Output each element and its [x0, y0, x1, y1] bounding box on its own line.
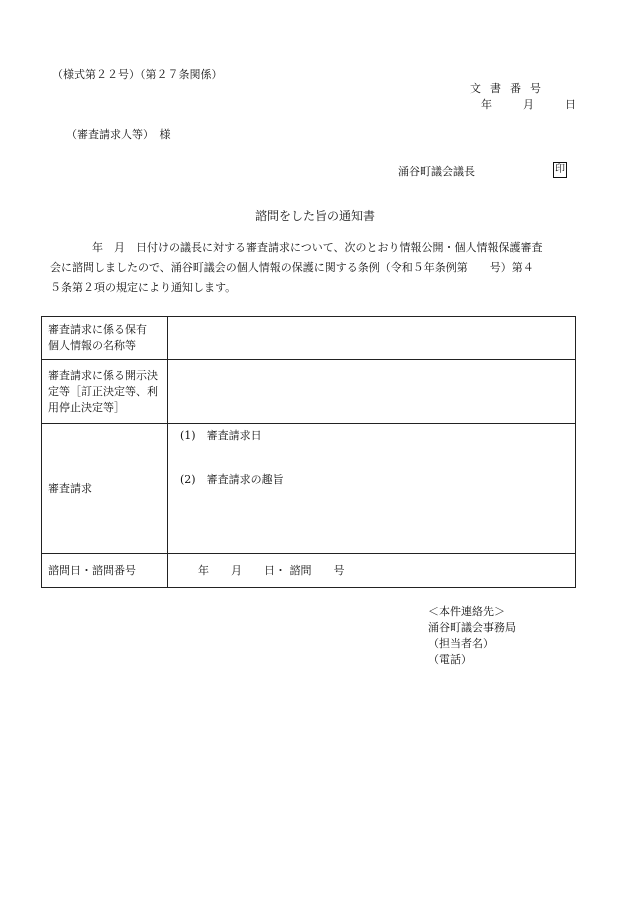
sender-title: 涌谷町議会議長	[398, 165, 475, 178]
row-label-inquiry: 諮問日・諮問番号	[42, 554, 168, 588]
contact-office: 涌谷町議会事務局	[428, 621, 516, 634]
row-value-request	[168, 424, 576, 554]
seal-stamp: 印	[553, 162, 567, 178]
document-date	[481, 96, 576, 112]
table-row	[42, 360, 576, 424]
date-month: 月	[523, 98, 534, 111]
addressee: （審査請求人等） 様	[66, 128, 171, 141]
body-line-1: 年 月 日付けの議長に対する審査請求について、次のとおり情報公開・個人情報保護審査	[92, 241, 543, 254]
row-label-request: 審査請求	[42, 424, 168, 554]
row-value-inquiry: 年 月 日・ 諮問 号	[168, 554, 576, 588]
document-title: 諮問をした旨の通知書	[254, 209, 375, 223]
request-purpose-item: (2) 審査請求の趣旨	[180, 473, 284, 486]
table-row	[42, 317, 576, 360]
info-table	[41, 316, 576, 588]
contact-heading: ＜本件連絡先＞	[428, 605, 505, 618]
date-day: 日	[565, 98, 576, 111]
contact-phone: （電話）	[428, 653, 472, 666]
row-value-personal-info	[168, 317, 576, 360]
row-label-disclosure-decision: 審査請求に係る開示決定等［訂正決定等、利用停止決定等］	[42, 360, 168, 424]
form-number: （様式第２２号）（第２７条関係）	[52, 68, 223, 81]
request-date-item: (1) 審査請求日	[180, 429, 262, 442]
document-number-label: 文書番号	[470, 82, 550, 95]
body-text	[50, 238, 580, 298]
contact-block	[428, 604, 516, 668]
body-line-2: 会に諮問しましたので、涌谷町議会の個人情報の保護に関する条例（令和５年条例第 号）第４	[50, 261, 534, 274]
table-row	[42, 554, 576, 588]
row-value-disclosure-decision	[168, 360, 576, 424]
date-year: 年	[481, 98, 492, 111]
table-row	[42, 424, 576, 554]
contact-person: （担当者名）	[428, 637, 494, 650]
body-line-3: ５条第２項の規定により通知します。	[50, 281, 237, 294]
row-label-personal-info: 審査請求に係る保有個人情報の名称等	[42, 317, 168, 360]
